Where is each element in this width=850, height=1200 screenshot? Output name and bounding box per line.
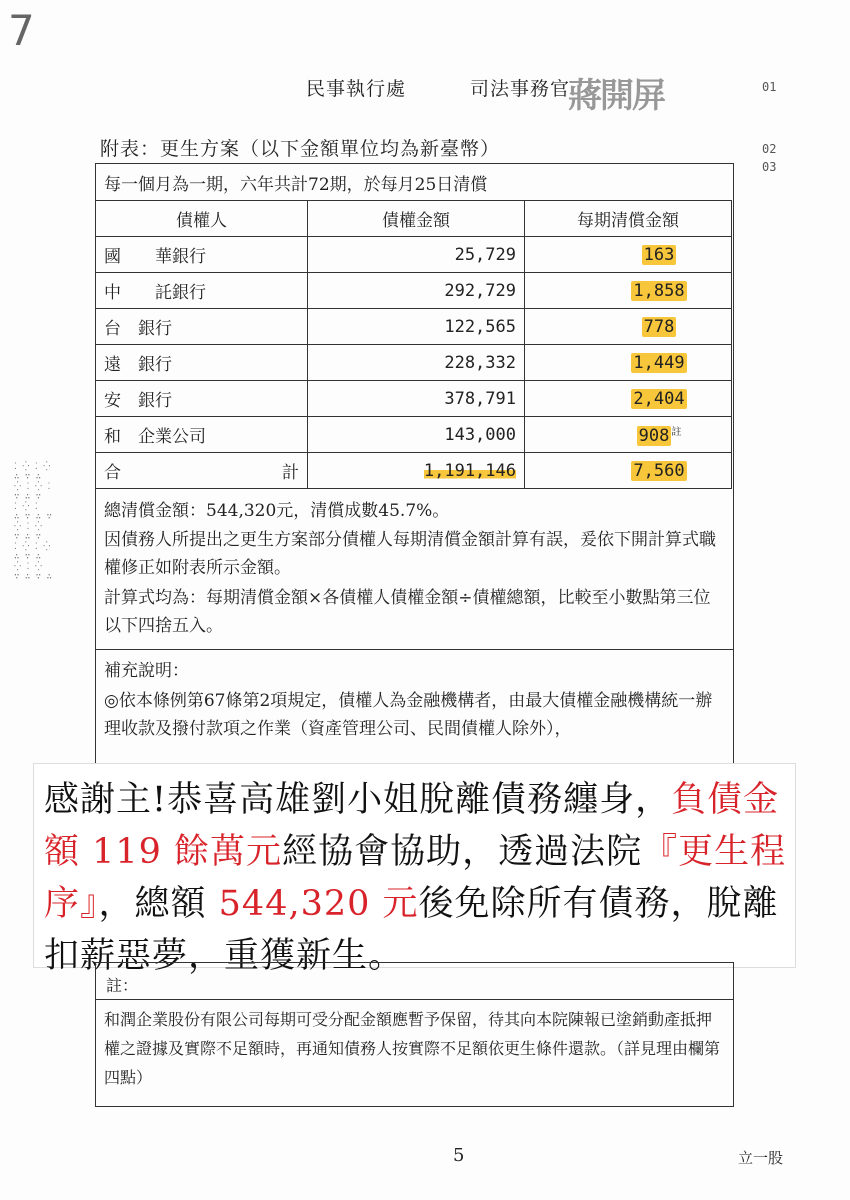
supplement-label: 補充說明： — [104, 661, 189, 681]
creditor-name: 安 銀行 — [96, 381, 308, 417]
overlay-text: ，總額 — [98, 884, 219, 924]
table-header-row — [96, 201, 732, 237]
creditor-name: 和 企業公司 — [96, 417, 308, 453]
table-row — [96, 381, 732, 417]
line-number: 02 — [762, 142, 777, 156]
section-divider — [96, 649, 733, 650]
creditor-name: 遠 銀行 — [96, 345, 308, 381]
claim-amount: 122,565 — [308, 309, 525, 345]
installment-amount: 1,858 — [633, 280, 685, 301]
total-row — [96, 453, 732, 489]
creditor-name: 中 託銀行 — [96, 273, 308, 309]
installment-amount: 1,449 — [633, 352, 685, 373]
overlay-text: 感謝主!恭喜高雄劉小姐脫離債務纏身， — [44, 780, 672, 820]
repayment-plan-box — [95, 163, 734, 664]
overlay-text: 後免除所有債務，脫離扣薪惡夢，重獲新生。 — [44, 884, 779, 976]
schedule-text: 每一個月為一期，六年共計72期，於每月25日清償 — [104, 175, 488, 195]
claim-amount: 25,729 — [308, 237, 525, 273]
section-divider — [96, 999, 733, 1000]
creditor-name: 台 銀行 — [96, 309, 308, 345]
overlay-total-amount: 544,320 元 — [218, 884, 419, 924]
installment-amount: 163 — [643, 244, 675, 265]
overlay-text: 經協會協助，透過法院 — [282, 832, 643, 872]
header-officer: 司法事務官 — [470, 78, 571, 100]
table-row — [96, 237, 732, 273]
claim-amount: 228,332 — [308, 345, 525, 381]
creditor-name: 國 華銀行 — [96, 237, 308, 273]
overlay-procedure: 『更生程序』 — [44, 832, 787, 924]
table-row — [96, 309, 732, 345]
installment-amount: 908 — [638, 426, 670, 447]
handwritten-mark: 7 — [8, 6, 35, 55]
line-number: 01 — [762, 80, 777, 94]
total-installment-amount: 7,560 — [633, 460, 685, 481]
correction-text: 因債務人所提出之更生方案部分債權人每期清償金額計算有誤，爰依下開計算式職權修正如附表所示金額。 — [104, 530, 716, 578]
supplement-box — [95, 655, 734, 765]
scan-artifact: ⁚ ⁛ ⁚ ⁛ ∴ ∵ ∴ ⁛ ⁚ ⁛ ⁚ ∵ ∴ ∵ ⁚ ⁛ ⁚ ∴ ∵ ∴ ∵ ⁛ ⁚ ⁛ ∵ ∴ ∵ ⁚ ⁛ ⁚ ⁛ ∴ ∵ ∴ ⁛ ⁚ ⁛ ∵ ∴ ∵ ∴ — [14, 462, 52, 582]
summary-text: 總清償金額：544,320元，清償成數45.7%。 — [104, 501, 450, 521]
table-row — [96, 417, 732, 453]
page-number: 5 — [453, 1145, 465, 1166]
line-number: 03 — [762, 160, 777, 174]
note-marker: 註 — [671, 426, 682, 438]
note-box — [95, 962, 734, 1107]
total-label: 合 — [104, 463, 121, 483]
column-header: 每期清償金額 — [525, 201, 732, 237]
table-row — [96, 273, 732, 309]
testimonial-overlay — [33, 763, 796, 976]
department-label: 立一股 — [738, 1149, 784, 1167]
supplement-text: ◎依本條例第67條第2項規定，債權人為金融機構者，由最大債權金融機構統一辦理收款及撥付款項之作業（資產管理公司、民間債權人除外）， — [104, 691, 713, 739]
total-claim-amount: 1,191,146 — [423, 460, 516, 481]
overlay-debt-amount: 負債金額 119 餘萬元 — [44, 780, 780, 872]
appendix-title: 附表：更生方案（以下金額單位均為新臺幣） — [100, 138, 501, 160]
claim-amount: 143,000 — [308, 417, 525, 453]
total-label: 計 — [282, 463, 299, 483]
header-office: 民事執行處 — [306, 78, 407, 100]
note-text: 和潤企業股份有限公司每期可受分配金額應暫予保留，待其向本院陳報已塗銷動產抵押權之證據及實際不足額時，再通知債務人按實際不足額依更生條件還款。（詳見理由欄第四點） — [104, 1010, 721, 1087]
installment-amount: 778 — [643, 316, 675, 337]
note-label: 註： — [106, 976, 139, 995]
column-header: 債權金額 — [308, 201, 525, 237]
column-header: 債權人 — [96, 201, 308, 237]
table-row — [96, 345, 732, 381]
signature-stamp: 蔣開屏 — [568, 76, 664, 116]
installment-amount: 2,404 — [633, 388, 685, 409]
creditor-table — [95, 200, 732, 489]
formula-text: 計算式均為：每期清償金額×各債權人債權金額÷債權總額，比較至小數點第三位以下四捨五入。 — [104, 588, 711, 636]
claim-amount: 292,729 — [308, 273, 525, 309]
claim-amount: 378,791 — [308, 381, 525, 417]
